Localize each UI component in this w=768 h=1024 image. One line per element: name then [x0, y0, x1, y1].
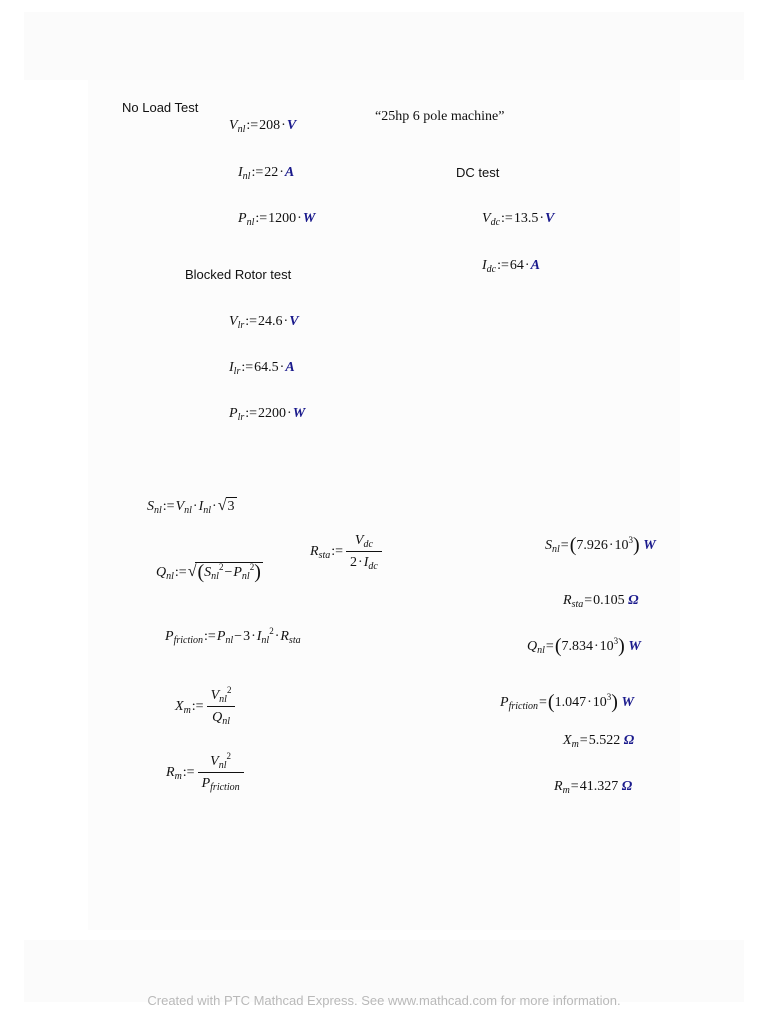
x-m-formula[interactable]: $X_m:=$ $\frac{V_{nl}^2}{Q_{nl}}$: [175, 687, 235, 727]
dc-test-title: DC test: [456, 165, 500, 180]
i-nl-definition[interactable]: $I_{nl}:=22\cdot A$: [238, 165, 295, 182]
x-m-result: $X_m=5.522$ Ω: [563, 733, 635, 750]
v-dc-definition[interactable]: $V_{dc}:=13.5\cdot V$: [482, 211, 555, 228]
r-m-fraction: $\frac{V_{nl}^2}{P_{friction}}$: [198, 753, 244, 793]
p-friction-formula[interactable]: $P_{friction}:=P_{nl}-3\cdot I_{nl}^2\cdot R_{sta}$: [165, 626, 301, 646]
machine-note: “25hp 6 pole machine”: [375, 109, 505, 124]
v-lr-definition[interactable]: $V_{lr}:=24.6\cdot V$: [229, 314, 299, 331]
p-lr-definition[interactable]: $P_{lr}:=2200\cdot W$: [229, 406, 306, 423]
r-sta-formula[interactable]: $R_{sta}:=$ $\frac{V_{dc}}{2\cdot I_{dc}}$: [310, 532, 382, 572]
v-nl-definition[interactable]: $V_{nl}:=208\cdot V$: [229, 118, 297, 135]
no-load-test-title: No Load Test: [122, 100, 199, 115]
p-friction-result: $P_{friction}=(1.047\cdot 10^3)$ W: [500, 691, 634, 713]
blocked-rotor-test-title: Blocked Rotor test: [185, 267, 292, 282]
r-sta-fraction: $\frac{V_{dc}}{2\cdot I_{dc}}$: [346, 532, 382, 572]
r-sta-result: $R_{sta}=0.105$ Ω: [563, 593, 639, 610]
r-m-formula[interactable]: $R_m:=$ $\frac{V_{nl}^2}{P_{friction}}$: [166, 753, 244, 793]
s-nl-result: $S_{nl}=(7.926\cdot 10^3)$ W: [545, 534, 656, 556]
q-nl-result: $Q_{nl}=(7.834\cdot 10^3)$ W: [527, 635, 641, 657]
i-dc-definition[interactable]: $I_{dc}:=64\cdot A$: [482, 258, 540, 275]
i-lr-definition[interactable]: $I_{lr}:=64.5\cdot A$: [229, 360, 295, 377]
r-m-result: $R_m=41.327$ Ω: [554, 779, 633, 796]
s-nl-formula[interactable]: $S_{nl}:=V_{nl}\cdot I_{nl}\cdot√3$: [147, 497, 235, 516]
header-band: [24, 12, 744, 80]
x-m-fraction: $\frac{V_{nl}^2}{Q_{nl}}$: [207, 687, 236, 727]
footer-note: Created with PTC Mathcad Express. See www.mathcad.com for more information.: [147, 993, 621, 1008]
p-nl-definition[interactable]: $P_{nl}:=1200\cdot W$: [238, 211, 316, 228]
q-nl-formula[interactable]: $Q_{nl}:=√(S_{nl}^2-P_{nl}^2)$: [156, 561, 261, 583]
